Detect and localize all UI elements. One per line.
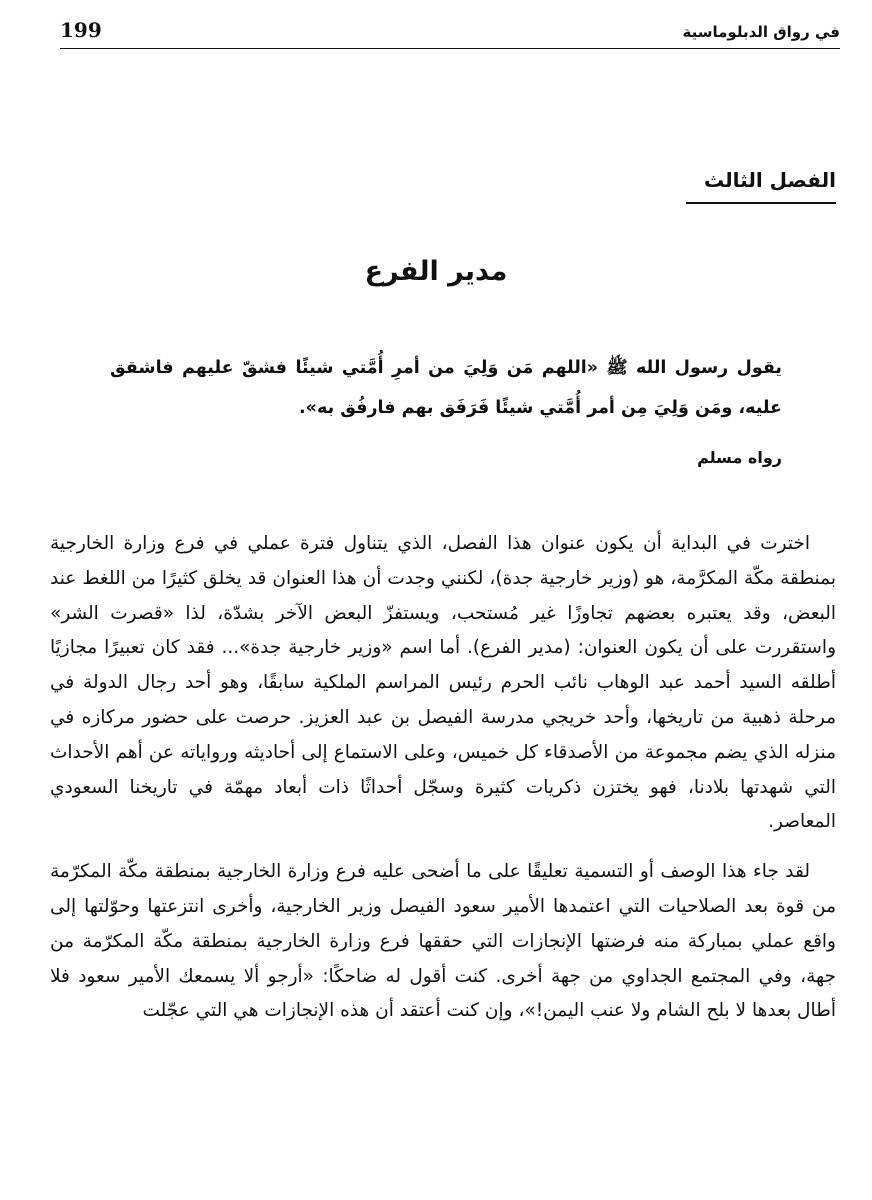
book-title: في رواق الدبلوماسية: [682, 23, 840, 41]
running-header: [60, 14, 840, 49]
body-paragraph: لقد جاء هذا الوصف أو التسمية تعليقًا على ما أضحى عليه فرع وزارة الخارجية بمنطقة مكّة المكرّمة من قوة بعد الصلاحيات التي اعتمدها الأمير سعود الفيصل وزير الخارجية، وأخرى انتزعتها وحوّلتها إلى واقع عملي بمباركة منه فرضتها الإنجازات التي حققها فرع وزارة الخارجية بمنطقة مكّة المكرّمة من جهة، وفي المجتمع الجداوي من جهة أخرى. كنت أقول له ضاحكًا: «أرجو ألا يسمعك الأمير سعود فلا أطال بعدها لا بلح الشام ولا عنب اليمن!»، وإن كنت أعتقد أن هذه الإنجازات هي التي عجّلت: [50, 861, 836, 1022]
page-number: 199: [60, 18, 102, 42]
epigraph-quote: يقول رسول الله ﷺ «اللهم مَن وَلِيَ من أمرِ أُمَّتي شيئًا فشقّ عليهم فاشقق عليه، ومَن وَلِيَ مِن أمر أُمَّتي شيئًا فَرَفَق بهم فارفُق به».: [110, 358, 782, 418]
epigraph-source: رواه مسلم: [697, 448, 782, 467]
body-paragraph: اخترت في البداية أن يكون عنوان هذا الفصل، الذي يتناول فترة عملي في فرع وزارة الخارجية بمنطقة مكّة المكرَّمة، هو (وزير خارجية جدة)، لكنني وجدت أن هذا العنوان قد يخلق كثيرًا من اللغط عند البعض، وقد يعتبره بعضهم تجاوزًا غير مُستحب، ويستفزّ البعض الآخر بشدّة، لذا «قصرت الشر» واستقررت على أن يكون العنوان: (مدير الفرع). أما اسم «وزير خارجية جدة»... فقد كان تعبيرًا مجازيًا أطلقه السيد أحمد عبد الوهاب نائب الحرم رئيس المراسم الملكية سابقًا، وهو أحد رجال الدولة في مرحلة ذهبية من تاريخها، وأحد خريجي مدرسة الفيصل بن عبد العزيز. حرصت على حضور مركازه في منزله الذي يضم مجموعة من الأصدقاء كل خميس، وعلى الاستماع إلى أحاديثه ورواياته عن أهم الأحداث التي شهدتها بلادنا، فهو يختزن ذكريات كثيرة وسجّل أحداثًا ذات أبعاد مهمّة في تاريخنا السعودي المعاصر.: [50, 533, 836, 833]
chapter-label: الفصل الثالث: [686, 168, 836, 204]
chapter-title: مدير الفرع: [364, 256, 508, 287]
body-text: [50, 527, 836, 1044]
